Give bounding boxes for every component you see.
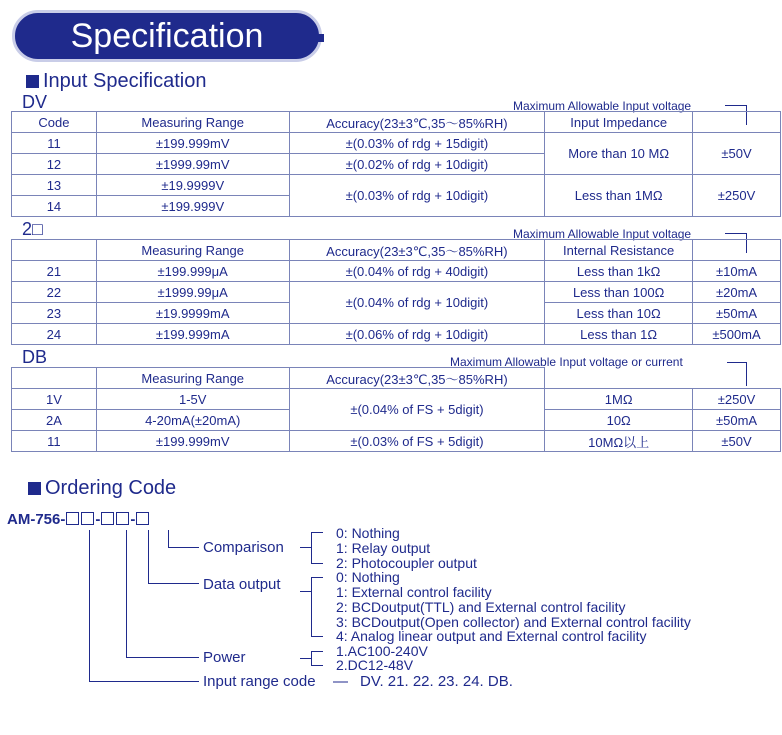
data-output-bracket — [311, 577, 312, 637]
header-code: Code — [12, 112, 97, 133]
db-max-pointer — [727, 362, 747, 363]
bracket-tick — [300, 547, 311, 548]
code-box — [116, 512, 129, 525]
range-cell: 4-20mA(±20mA) — [96, 410, 289, 431]
max-cell: ±10mA — [693, 261, 781, 282]
code-cell: 1V — [12, 389, 97, 410]
accuracy-cell: ±(0.04% of FS + 5digit) — [289, 389, 545, 431]
code-cell: 11 — [12, 133, 97, 154]
code-cell: 22 — [12, 282, 97, 303]
range-cell: ±199.999mV — [96, 431, 289, 452]
data-output-option: 4: Analog linear output and External control facility — [336, 628, 647, 644]
dv-max-label: Maximum Allowable Input voltage — [513, 99, 692, 113]
header-accuracy: Accuracy(23±3℃,35～85%RH) — [289, 240, 545, 261]
accuracy-cell: ±(0.03% of rdg + 15digit) — [289, 133, 545, 154]
header-resistance: Internal Resistance — [545, 240, 693, 261]
g2-max-pointer — [725, 233, 747, 234]
range-cell: ±199.999mA — [96, 324, 289, 345]
comparison-option: 0: Nothing — [336, 525, 400, 541]
connector-comp-v — [168, 530, 169, 548]
comparison-bracket — [311, 532, 312, 564]
data-output-label: Data output — [203, 576, 281, 593]
max-cell: ±20mA — [693, 282, 781, 303]
resistance-cell: Less than 1Ω — [545, 324, 693, 345]
connector-comp-h — [168, 547, 199, 548]
banner-decoration — [318, 34, 324, 42]
db-group-label: DB — [22, 347, 48, 367]
square-bullet-icon — [26, 75, 39, 88]
code-cell: 11 — [12, 431, 97, 452]
header-range: Measuring Range — [96, 368, 289, 389]
accuracy-cell: ±(0.06% of rdg + 10digit) — [289, 324, 545, 345]
impedance-cell: 10MΩ以上 — [545, 431, 693, 452]
power-label: Power — [203, 649, 246, 666]
bracket-tick — [311, 532, 323, 533]
ordering-heading — [28, 477, 176, 500]
square-bullet-icon — [28, 482, 41, 495]
model-code: AM-756- - - — [7, 511, 150, 528]
table-row — [12, 261, 781, 282]
header-blank — [545, 368, 781, 389]
table-row — [12, 175, 781, 196]
connector-data-v — [148, 530, 149, 584]
max-cell: ±50V — [693, 431, 781, 452]
table-header-row — [12, 240, 781, 261]
power-bracket — [311, 651, 312, 666]
code-cell: 21 — [12, 261, 97, 282]
accuracy-cell: ±(0.02% of rdg + 10digit) — [289, 154, 545, 175]
input-range-label: Input range code — [203, 673, 316, 690]
accuracy-cell: ±(0.04% of rdg + 10digit) — [289, 282, 545, 324]
max-cell: ±50mA — [693, 410, 781, 431]
table-row — [12, 431, 781, 452]
range-cell: ±199.999V — [96, 196, 289, 217]
comparison-option: 1: Relay output — [336, 540, 431, 556]
power-option: 2.DC12-48V — [336, 657, 414, 673]
header-max — [693, 240, 781, 261]
data-output-option: 0: Nothing — [336, 569, 400, 585]
max-cell: ±500mA — [693, 324, 781, 345]
table-row — [12, 282, 781, 303]
code-box — [136, 512, 149, 525]
header-accuracy: Accuracy(23±3℃,35～85%RH) — [289, 368, 545, 389]
table-header-row — [12, 368, 781, 389]
table-header-row — [12, 112, 781, 133]
bracket-tick — [311, 665, 323, 666]
connector-data-h — [148, 583, 199, 584]
impedance-cell: 1MΩ — [545, 389, 693, 410]
bracket-tick — [311, 651, 323, 652]
dv-group-label: DV — [22, 92, 48, 112]
code-cell: 14 — [12, 196, 97, 217]
db-table — [11, 367, 781, 452]
code-box — [101, 512, 114, 525]
g2-max-label: Maximum Allowable Input voltage — [513, 227, 692, 241]
ordering-heading-text: Ordering Code — [45, 477, 177, 499]
resistance-cell: Less than 100Ω — [545, 282, 693, 303]
page-title: Specification — [70, 17, 264, 55]
impedance-cell: More than 10 MΩ — [545, 133, 693, 175]
max-cell: ±250V — [693, 175, 781, 217]
data-output-option: 2: BCDoutput(TTL) and External control facility — [336, 599, 626, 615]
dv-table — [11, 111, 781, 217]
data-output-option: 3: BCDoutput(Open collector) and External control facility — [336, 614, 691, 630]
range-cell: ±1999.99μA — [96, 282, 289, 303]
model-prefix: AM-756- — [7, 511, 66, 528]
db-max-label: Maximum Allowable Input voltage or current — [450, 355, 683, 369]
code-box — [66, 512, 79, 525]
code-cell: 24 — [12, 324, 97, 345]
title-banner — [12, 10, 322, 62]
table-row — [12, 324, 781, 345]
accuracy-cell: ±(0.03% of rdg + 10digit) — [289, 175, 545, 217]
comparison-option: 2: Photocoupler output — [336, 555, 477, 571]
bracket-tick — [311, 577, 323, 578]
bracket-tick — [311, 636, 323, 637]
current-table — [11, 239, 781, 345]
impedance-cell: 10Ω — [545, 410, 693, 431]
range-cell: ±199.999mV — [96, 133, 289, 154]
accuracy-cell: ±(0.04% of rdg + 40digit) — [289, 261, 545, 282]
header-impedance: Input Impedance — [545, 112, 693, 133]
header-accuracy: Accuracy(23±3℃,35～85%RH) — [289, 112, 545, 133]
range-cell: ±1999.99mV — [96, 154, 289, 175]
range-cell: 1-5V — [96, 389, 289, 410]
code-cell: 23 — [12, 303, 97, 324]
header-range: Measuring Range — [96, 240, 289, 261]
input-range-dash: — — [333, 673, 348, 690]
table-row — [12, 389, 781, 410]
dv-max-pointer — [725, 105, 747, 106]
header-max — [693, 112, 781, 133]
range-cell: ±19.9999V — [96, 175, 289, 196]
connector-power-h — [126, 657, 199, 658]
bracket-tick — [300, 658, 311, 659]
max-cell: ±50V — [693, 133, 781, 175]
input-spec-heading — [26, 70, 206, 93]
accuracy-cell: ±(0.03% of FS + 5digit) — [289, 431, 545, 452]
code-cell: 13 — [12, 175, 97, 196]
current-group-label: 2□ — [22, 219, 43, 239]
input-spec-heading-text: Input Specification — [43, 70, 207, 92]
bracket-tick — [300, 591, 311, 592]
comparison-label: Comparison — [203, 539, 284, 556]
header-code — [12, 368, 97, 389]
connector-power-v — [126, 530, 127, 658]
table-row — [12, 133, 781, 154]
max-cell: ±250V — [693, 389, 781, 410]
code-cell: 2A — [12, 410, 97, 431]
input-range-values: DV. 21. 22. 23. 24. DB. — [360, 673, 513, 690]
header-range: Measuring Range — [96, 112, 289, 133]
code-cell: 12 — [12, 154, 97, 175]
resistance-cell: Less than 1kΩ — [545, 261, 693, 282]
impedance-cell: Less than 1MΩ — [545, 175, 693, 217]
max-cell: ±50mA — [693, 303, 781, 324]
power-option: 1.AC100-240V — [336, 643, 428, 659]
code-box — [81, 512, 94, 525]
range-cell: ±199.999μA — [96, 261, 289, 282]
range-cell: ±19.9999mA — [96, 303, 289, 324]
connector-input-h — [89, 681, 199, 682]
resistance-cell: Less than 10Ω — [545, 303, 693, 324]
header-code — [12, 240, 97, 261]
bracket-tick — [311, 563, 323, 564]
connector-input-v — [89, 530, 90, 682]
data-output-option: 1: External control facility — [336, 584, 492, 600]
